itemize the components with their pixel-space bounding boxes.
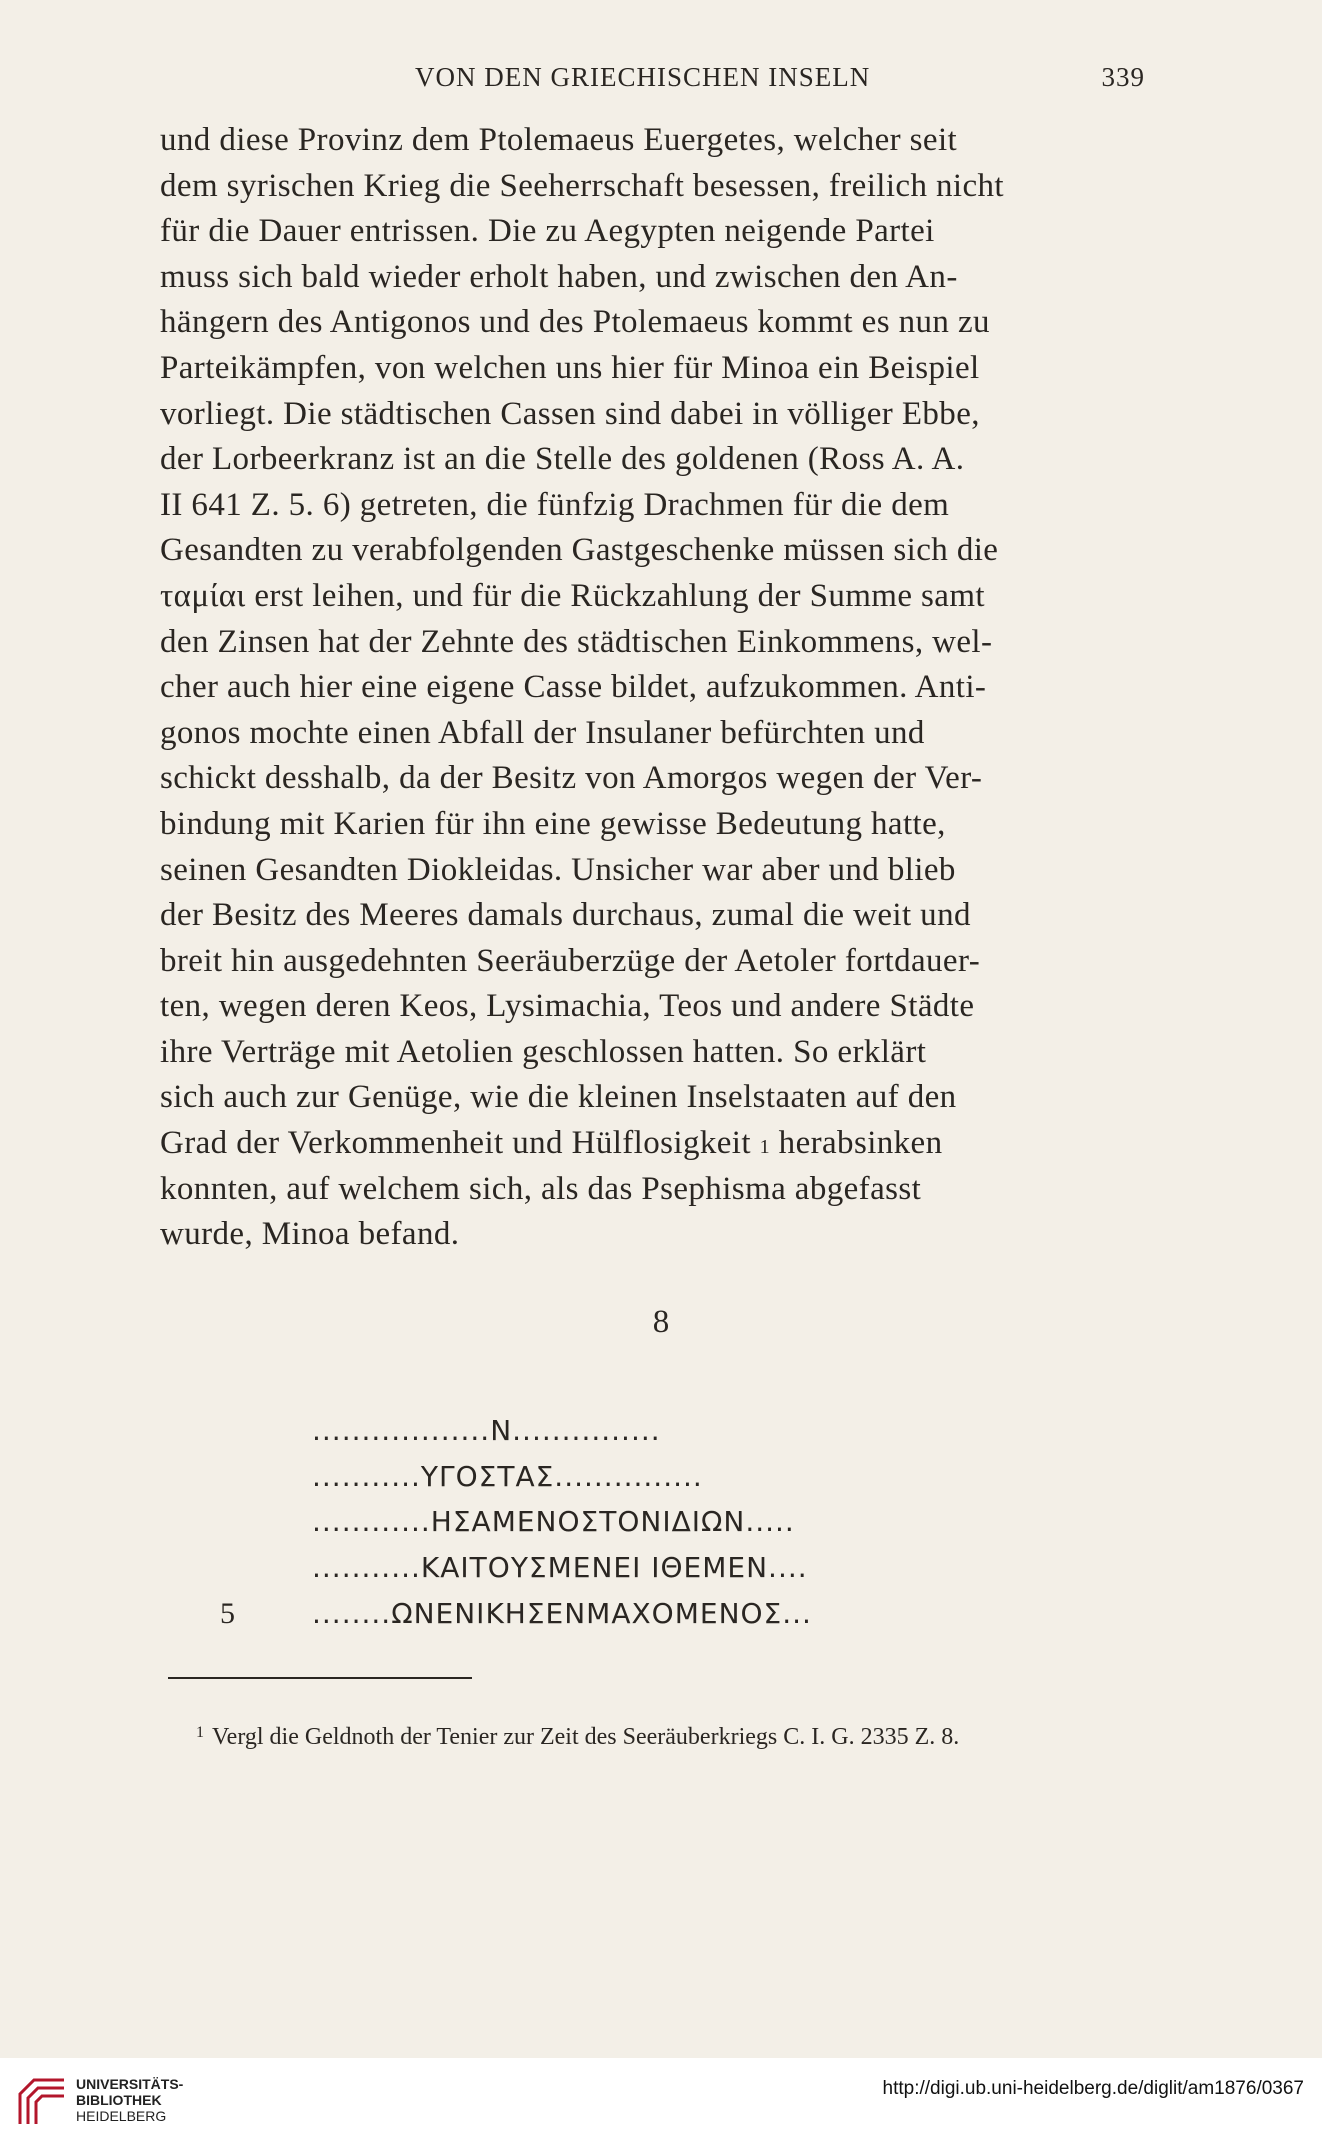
inscription-line <box>160 1591 1060 1637</box>
inscription-line <box>160 1499 1060 1545</box>
section-number: 8 <box>652 1304 670 1340</box>
text-line: ταμίαι erst leihen, und für die Rückzahlung der Summe samt <box>160 577 985 614</box>
text-segment: herabsinken <box>770 1125 943 1162</box>
text-line: schickt desshalb, da der Besitz von Amorgos wegen der Ver- <box>160 760 983 797</box>
text-line: konnten, auf welchem sich, als das Psephisma abgefasst <box>160 1170 922 1207</box>
inscription-line <box>160 1545 1060 1591</box>
body-text <box>160 118 1145 1258</box>
text-line: bindung mit Karien für ihn eine gewisse Bedeutung hatte, <box>160 805 946 842</box>
text-line: hängern des Antigonos und des Ptolemaeus kommt es nun zu <box>160 304 990 341</box>
text-line-with-footnote-ref <box>160 1121 1145 1167</box>
line-number: 5 <box>220 1596 236 1630</box>
inscription-text: ........ΩΝΕΝΙΚΗΣΕΝΜΑΧΟΜΕΝΟΣ... <box>312 1596 812 1630</box>
inscription-text: ...........ΥΓΟΣΤΑΣ............... <box>312 1459 703 1493</box>
library-name <box>76 2076 183 2124</box>
footnote-text: Vergl die Geldnoth der Tenier zur Zeit des Seeräuberkriegs C. I. G. 2335 Z. 8. <box>212 1724 960 1750</box>
text-line: vorliegt. Die städtischen Cassen sind dabei in völliger Ebbe, <box>160 395 980 432</box>
text-segment: Grad der Verkommenheit und Hülflosigkeit <box>160 1125 751 1162</box>
text-line: breit hin ausgedehnten Seeräuberzüge der Aetoler fortdauer- <box>160 942 981 979</box>
text-line: wurde, Minoa befand. <box>160 1216 460 1253</box>
text-line: gonos mochte einen Abfall der Insulaner befürchten und <box>160 714 925 751</box>
text-line: ten, wegen deren Keos, Lysimachia, Teos und andere Städte <box>160 988 975 1025</box>
text-line: cher auch hier eine eigene Casse bildet, aufzukommen. Anti- <box>160 669 987 706</box>
library-logo-icon <box>12 2072 72 2132</box>
text-line: muss sich bald wieder erholt haben, und zwischen den An- <box>160 258 958 295</box>
text-line: Gesandten zu verabfolgenden Gastgeschenke müssen sich die <box>160 532 999 569</box>
digitization-footer <box>0 2058 1322 2144</box>
text-line: für die Dauer entrissen. Die zu Aegypten neigende Partei <box>160 213 935 250</box>
running-title: VON DEN GRIECHISCHEN INSELN <box>415 62 871 92</box>
text-line: seinen Gesandten Diokleidas. Unsicher war aber und blieb <box>160 851 956 888</box>
page-number: 339 <box>1101 62 1145 92</box>
library-name-line: BIBLIOTHEK <box>76 2092 162 2108</box>
footnote-marker: 1 <box>196 1724 204 1741</box>
library-name-line: HEIDELBERG <box>76 2108 167 2124</box>
inscription-text: ..................N............... <box>312 1414 661 1447</box>
footnote-divider <box>168 1677 472 1679</box>
document-url-link[interactable]: http://digi.ub.uni-heidelberg.de/diglit/am1876/0367 <box>882 2078 1304 2099</box>
text-line: dem syrischen Krieg die Seeherrschaft besessen, freilich nicht <box>160 167 1004 204</box>
text-line: sich auch zur Genüge, wie die kleinen Inselstaaten auf den <box>160 1079 957 1116</box>
inscription-text: ...........ΚΑΙΤΟΥΣΜΕΝΕΙ ΙΘΕΜΕΝ.... <box>312 1551 808 1585</box>
footnote <box>196 1724 959 1751</box>
library-name-line: UNIVERSITÄTS- <box>76 2076 184 2092</box>
text-line: und diese Provinz dem Ptolemaeus Euergetes, welcher seit <box>160 122 958 158</box>
inscription-line <box>160 1454 1060 1500</box>
inscription-line <box>160 1408 1060 1454</box>
text-line: der Lorbeerkranz ist an die Stelle des goldenen (Ross A. A. <box>160 441 965 478</box>
footnote-reference[interactable]: 1 <box>759 1136 771 1159</box>
text-line: Parteikämpfen, von welchen uns hier für Minoa ein Beispiel <box>160 349 980 386</box>
text-line: den Zinsen hat der Zehnte des städtischen Einkommens, wel- <box>160 623 993 660</box>
text-line: der Besitz des Meeres damals durchaus, zumal die weit und <box>160 897 971 934</box>
text-line: II 641 Z. 5. 6) getreten, die fünfzig Drachmen für die dem <box>160 486 950 523</box>
inscription-block <box>160 1408 1060 1636</box>
text-line: ihre Verträge mit Aetolien geschlossen hatten. So erklärt <box>160 1033 927 1070</box>
inscription-text: ............ΗΣΑΜΕΝΟΣΤΟΝΙΔΙΩΝ..... <box>312 1505 795 1539</box>
